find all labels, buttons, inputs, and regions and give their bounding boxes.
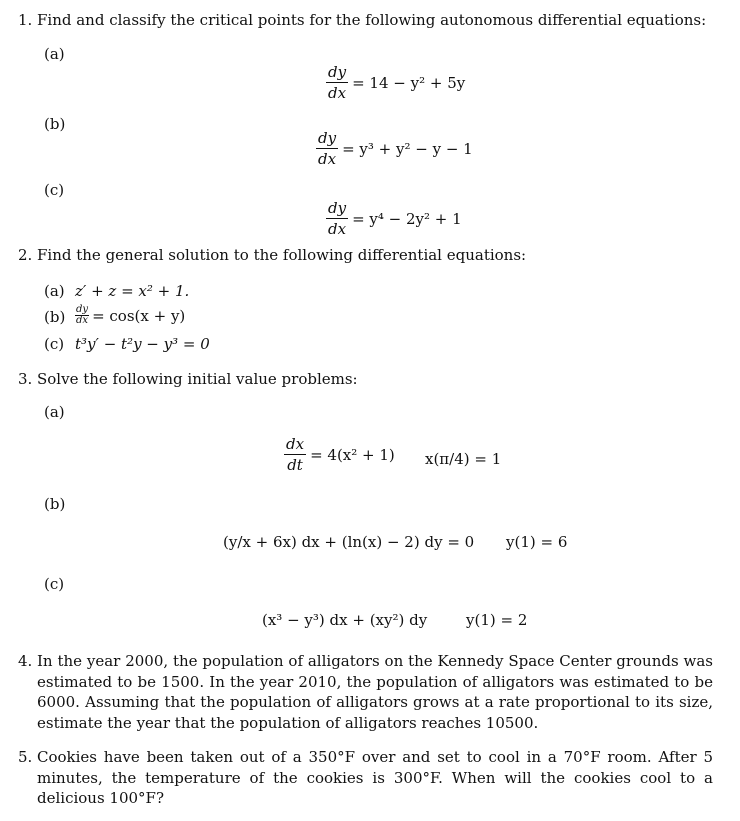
problem-3a-initial-condition: x(π/4) = 1 xyxy=(425,450,502,468)
equation-rhs: = cos(x + y) xyxy=(92,306,186,325)
problem-4-number: 4. xyxy=(18,652,33,670)
problem-3c-initial-condition: y(1) = 2 xyxy=(466,611,528,629)
equation-rhs: = 4(x² + 1) xyxy=(310,445,395,464)
equation-rhs: = 14 − y² + 5y xyxy=(352,73,466,92)
equation-rhs: = y⁴ − 2y² + 1 xyxy=(352,209,462,228)
problem-1-prompt: Find and classify the critical points for the following autonomous differential equations: xyxy=(37,11,707,29)
problem-1a-equation xyxy=(326,64,465,101)
problem-3b-initial-condition: y(1) = 6 xyxy=(506,533,568,551)
fraction-denominator: dx xyxy=(328,220,347,238)
fraction-numerator: dy xyxy=(328,199,347,217)
problem-2-number: 2. xyxy=(18,246,33,264)
fraction-denominator: dt xyxy=(287,456,303,474)
problem-3b-equation: (y/x + 6x) dx + (ln(x) − 2) dy = 0 xyxy=(223,533,475,551)
problem-3-prompt: Solve the following initial value problems: xyxy=(37,370,358,388)
fraction-denominator: dx xyxy=(328,84,347,102)
problem-3a-label: (a) xyxy=(44,403,65,421)
fraction-denominator: dx xyxy=(318,150,337,168)
problem-2b-label: (b) xyxy=(44,308,66,326)
problem-3a-equation xyxy=(284,436,395,473)
fraction-denominator: dx xyxy=(76,315,89,326)
problem-1c-equation xyxy=(326,200,462,237)
problem-3-number: 3. xyxy=(18,370,33,388)
problem-3c-label: (c) xyxy=(44,575,65,593)
problem-1a-label: (a) xyxy=(44,45,65,63)
problem-3c-equation: (x³ − y³) dx + (xy²) dy xyxy=(262,611,428,629)
fraction-numerator: dx xyxy=(286,435,305,453)
problem-1c-label: (c) xyxy=(44,181,65,199)
problem-4-text: In the year 2000, the population of alligators on the Kennedy Space Center grounds was estimated to be 1500. In the year 2010, the population of alligators was estimated to be 6000. Assuming that the population of alligators grows at a rate proportional to its size, estimate the year that the population of alligators reaches 10500. xyxy=(37,652,713,732)
problem-2-prompt: Find the general solution to the following differential equations: xyxy=(37,246,527,264)
problem-5-number: 5. xyxy=(18,748,33,766)
problem-2b-equation xyxy=(72,305,185,326)
equation-rhs: = y³ + y² − y − 1 xyxy=(342,139,473,158)
problem-3b-label: (b) xyxy=(44,495,66,513)
fraction-numerator: dy xyxy=(76,304,89,315)
fraction-numerator: dy xyxy=(318,129,337,147)
problem-1b-equation xyxy=(316,130,473,167)
problem-2c-equation: t³y′ − t²y − y³ = 0 xyxy=(75,335,210,353)
problem-2c-label: (c) xyxy=(44,335,65,353)
problem-1b-label: (b) xyxy=(44,115,66,133)
problem-2a-label: (a) xyxy=(44,282,65,300)
problem-1-number: 1. xyxy=(18,11,33,29)
fraction-numerator: dy xyxy=(328,63,347,81)
problem-5-text: Cookies have been taken out of a 350°F over and set to cool in a 70°F room. After 5 minutes, the temperature of the cookies is 300°F. When will the cookies cool to a delicious 100°F? xyxy=(37,748,713,807)
problem-2a-equation: z′ + z = x² + 1. xyxy=(75,282,190,300)
